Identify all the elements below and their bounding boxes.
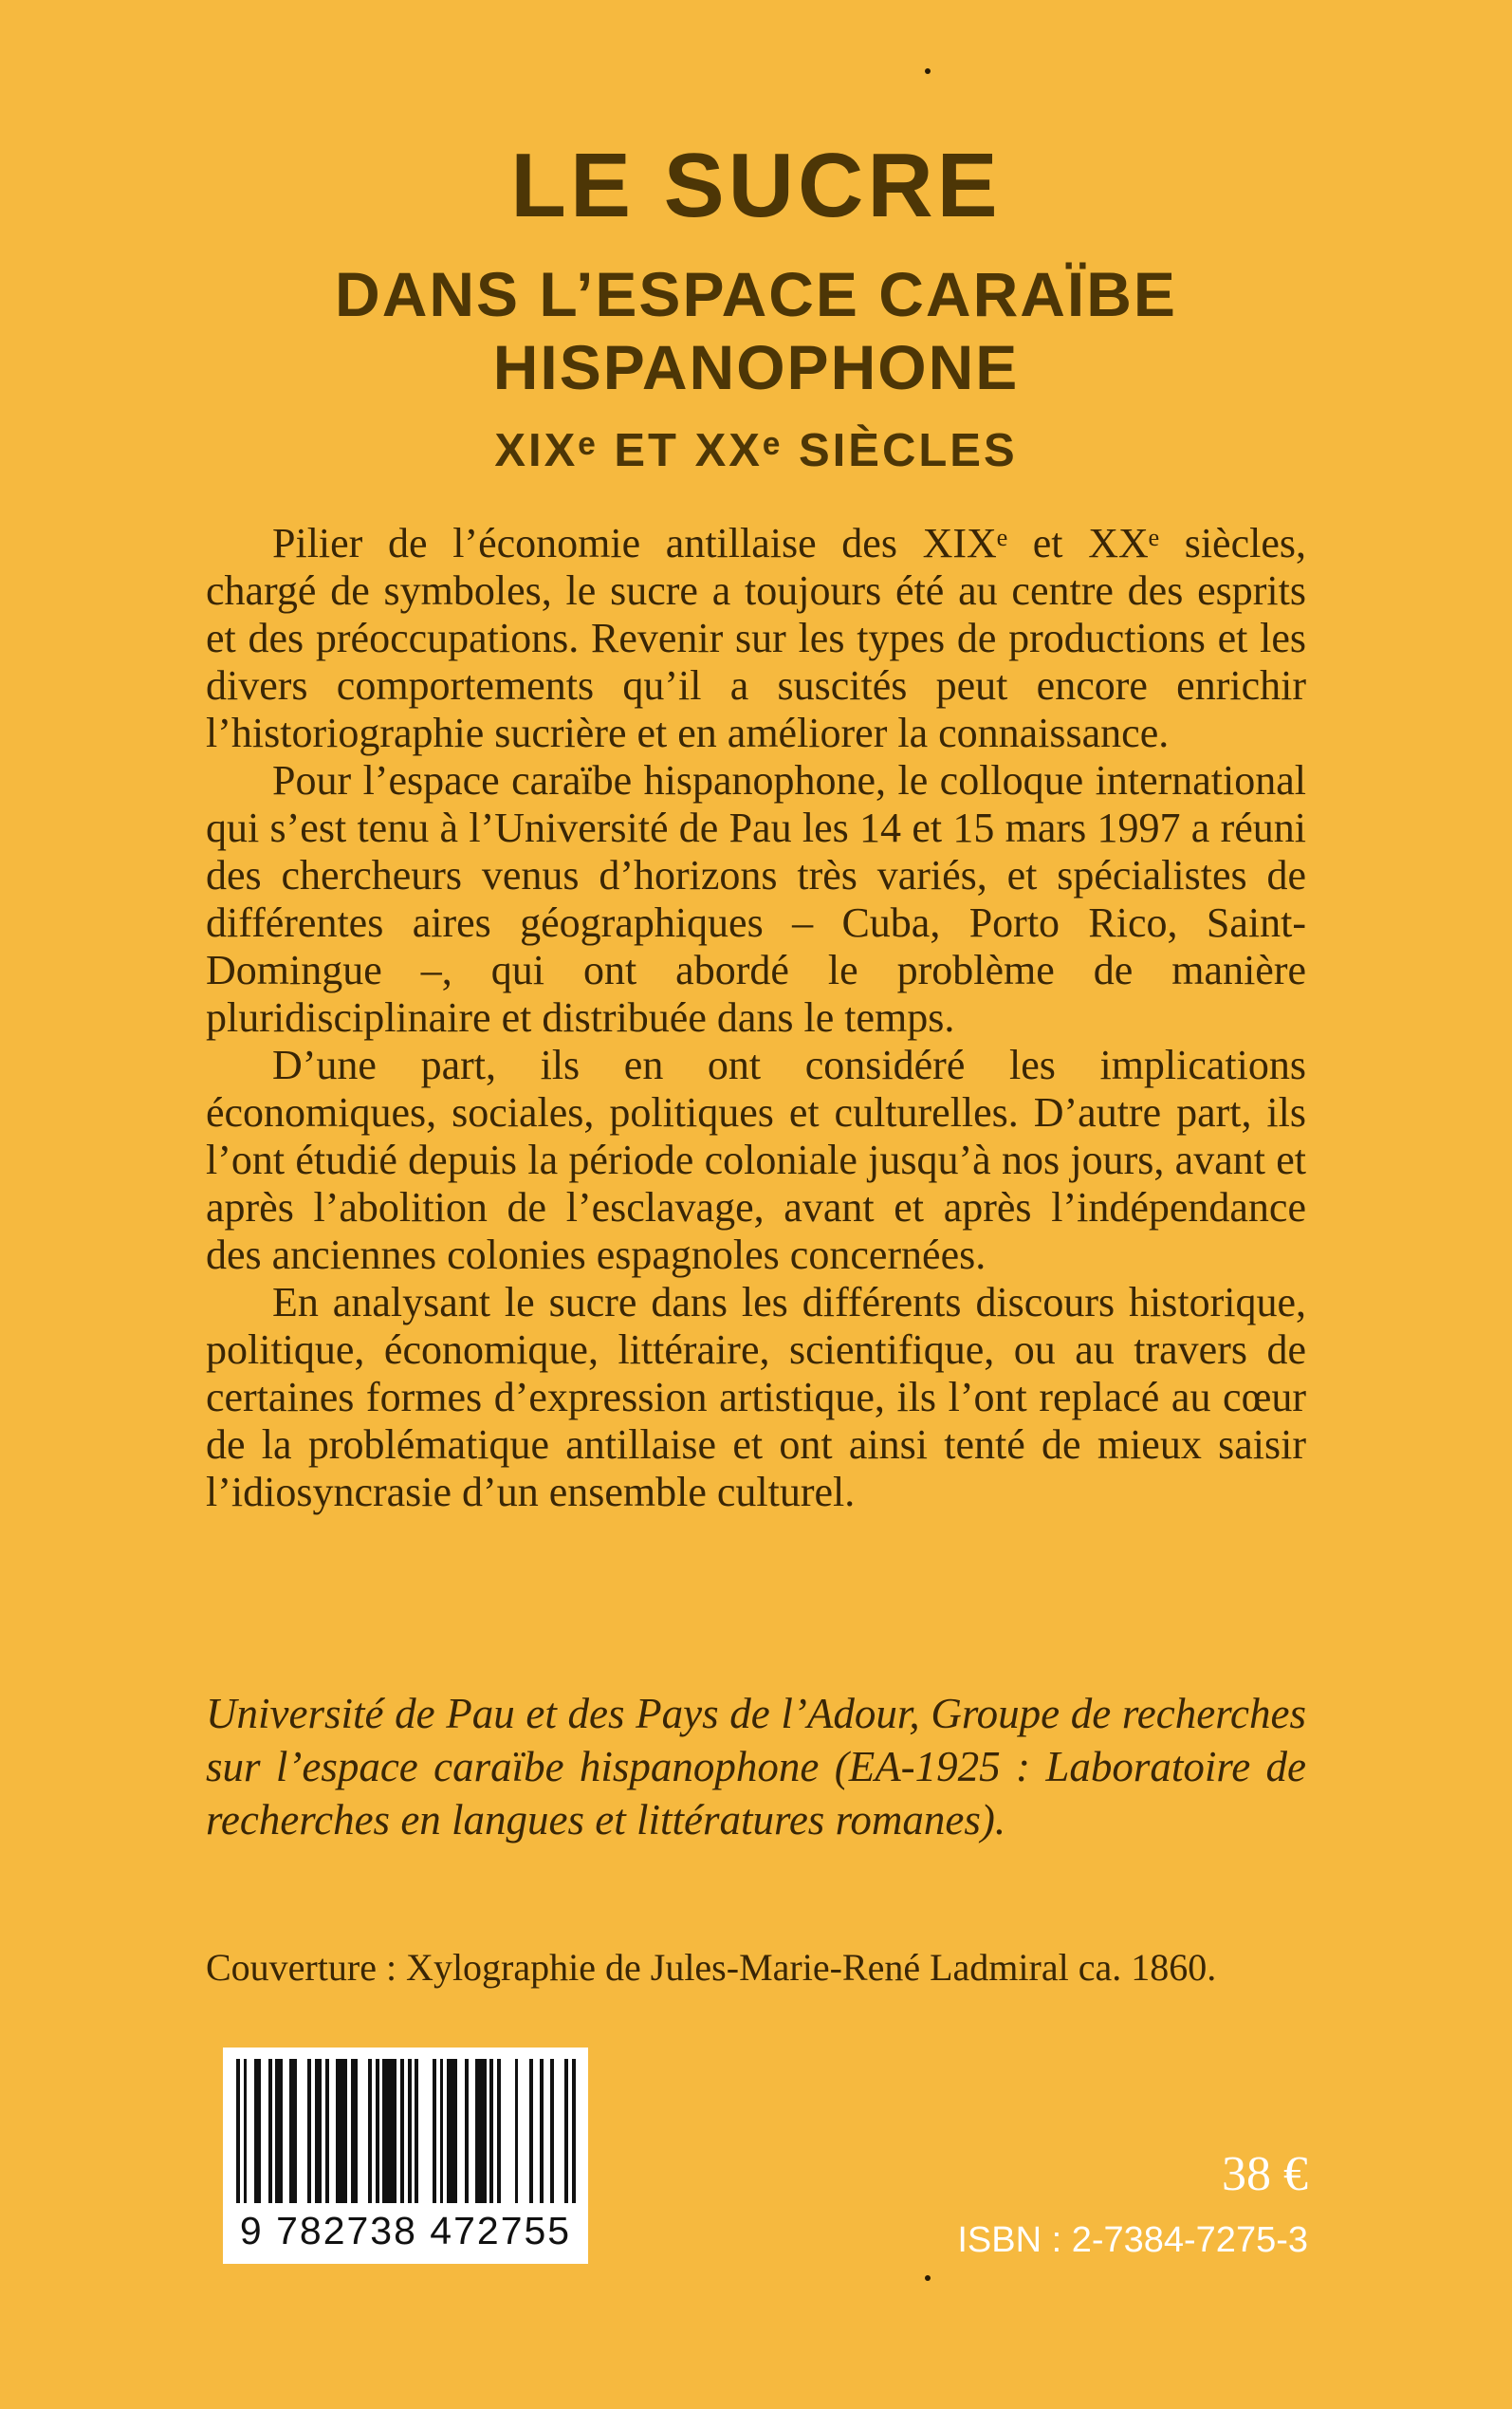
cover-credit: Couverture : Xylographie de Jules-Marie-René Ladmiral ca. 1860. <box>206 1946 1217 1989</box>
barcode-bars <box>236 2059 575 2203</box>
book-title-sub-line1: DANS L’ESPACE CARAÏBE <box>335 259 1177 329</box>
synopsis-paragraph: D’une part, ils en ont considéré les implications économiques, sociales, politiques et culturelles. D’autre part, ils l’ont étudié depuis la période coloniale jusqu’à nos jours, avant et après l’abolition de l’esclavage, avant et après l’indépendance des anciennes colonies espagnoles concernées. <box>206 1042 1306 1278</box>
book-title-era: XIXᵉ ET XXᵉ SIÈCLES <box>494 425 1018 477</box>
barcode <box>223 2048 588 2264</box>
title-block <box>0 135 1512 477</box>
publisher-affiliation: Université de Pau et des Pays de l’Adour, Groupe de recherches sur l’espace caraïbe hispanophone (EA-1925 : Laboratoire de recherches en langues et littératures romanes). <box>206 1690 1306 1844</box>
price-label: 38 € <box>1222 2147 1308 2201</box>
print-registration-mark-top <box>925 68 931 74</box>
barcode-number: 9 782738 472755 <box>239 2209 572 2252</box>
print-registration-mark-bottom <box>925 2275 931 2281</box>
book-title-main: LE SUCRE <box>510 135 1002 236</box>
book-title-sub-line2: HISPANOPHONE <box>492 331 1020 402</box>
synopsis-paragraph: Pour l’espace caraïbe hispanophone, le colloque international qui s’est tenu à l’Université de Pau les 14 et 15 mars 1997 a réuni des chercheurs venus d’horizons très variés, et spécialistes de différentes aires géographiques – Cuba, Porto Rico, Saint-Domingue –, qui ont abordé le problème de manière pluridisciplinaire et distribuée dans le temps. <box>206 757 1306 1041</box>
synopsis-paragraph: Pilier de l’économie antillaise des XIXᵉ et XXᵉ siècles, chargé de symboles, le sucre a toujours été au centre des esprits et des préoccupations. Revenir sur les types de productions et les divers comportements qu’il a suscités peut encore enrichir l’historiographie sucrière et en améliorer la connaissance. <box>206 520 1306 756</box>
isbn-label: ISBN : 2-7384-7275-3 <box>957 2220 1308 2260</box>
synopsis-paragraph: En analysant le sucre dans les différents discours historique, politique, économique, littéraire, scientifique, ou au travers de certaines formes d’expression artistique, ils l’ont replacé au cœur de la problématique antillaise et ont ainsi tenté de mieux saisir l’idiosyncrasie d’un ensemble culturel. <box>206 1279 1306 1515</box>
synopsis <box>206 520 1306 1516</box>
